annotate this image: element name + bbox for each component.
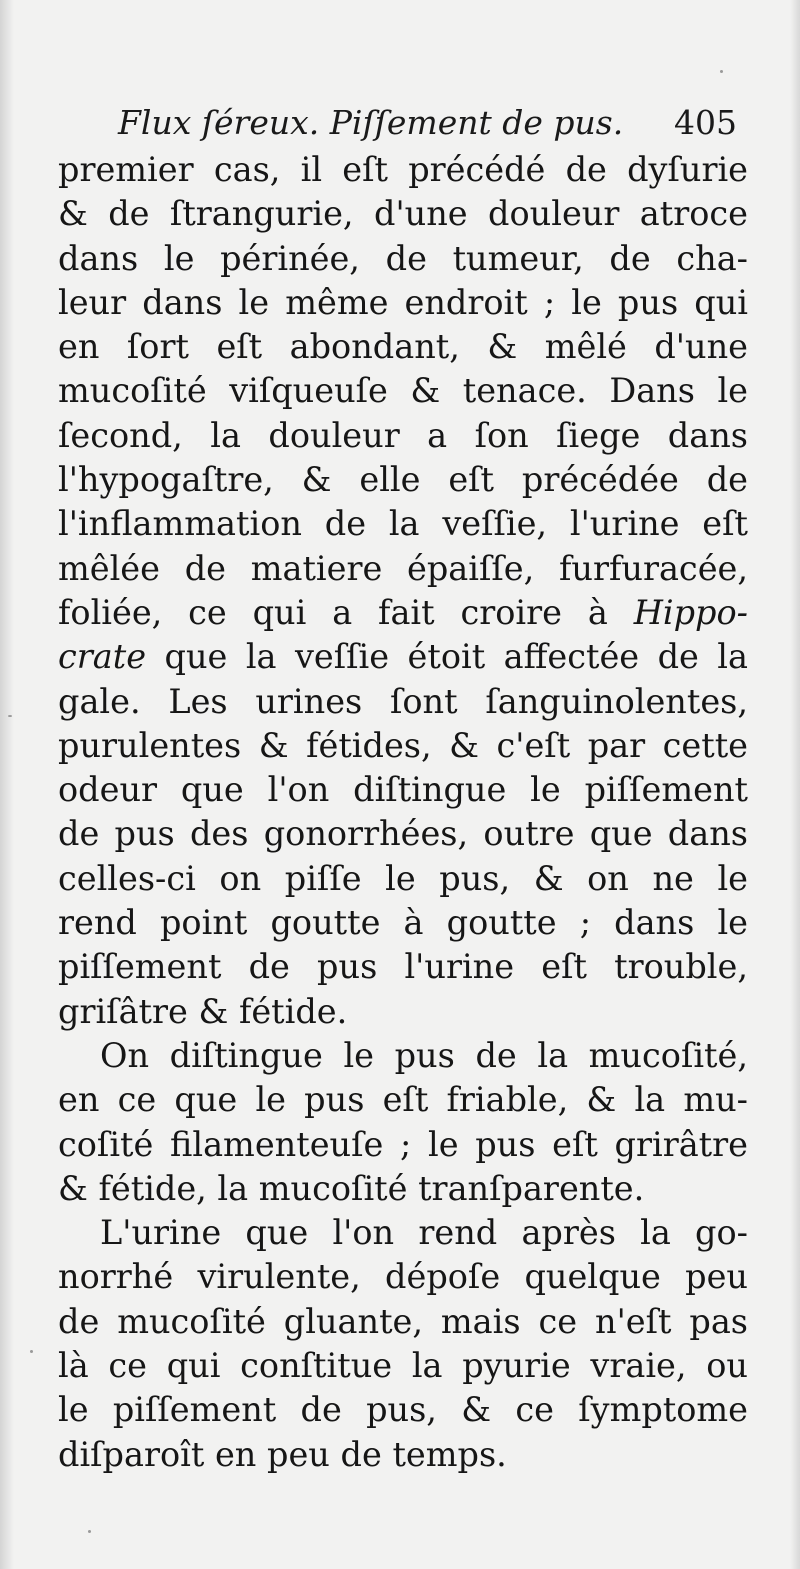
text-line: en ſort eſt abondant, & mêlé d'une (58, 327, 748, 367)
text-line: mucoſité viſqueuſe & tenace. Dans le (58, 371, 748, 411)
text-line: & fétide, la mucoſité tranſparente. (58, 1168, 645, 1208)
text-line: gale. Les urines ſont ſanguinolentes, (58, 681, 748, 721)
text-line: premier cas, il eſt précédé de dyſurie (58, 150, 748, 189)
text-line: L'urine que l'on rend après la go- (100, 1213, 748, 1253)
body-text (58, 148, 748, 1477)
text-segment: que la veſſie étoit affectée de la (146, 637, 748, 677)
text-segment: foliée, ce qui a fait croire à (58, 592, 634, 632)
paper-speck (8, 715, 12, 717)
paper-speck (30, 1350, 33, 1353)
paper-speck (88, 1530, 91, 1533)
text-line: le piſſement de pus, & ce ſymptome (58, 1390, 748, 1430)
italic-name: crate (58, 637, 147, 677)
text-line: en ce que le pus eſt friable, & la mu- (58, 1080, 748, 1120)
text-line: norrhé virulente, dépoſe quelque peu (58, 1257, 748, 1297)
text-line: purulentes & fétides, & c'eſt par cette (58, 725, 748, 765)
text-line: coſité filamenteuſe ; le pus eſt grirâtre (58, 1124, 748, 1164)
text-line: diſparoît en peu de temps. (58, 1434, 507, 1474)
text-line: leur dans le même endroit ; le pus qui (58, 282, 748, 322)
italic-name: Hippo- (633, 592, 748, 632)
paper-speck (720, 70, 723, 73)
text-line: l'hypogaſtre, & elle eſt précédée de (58, 460, 748, 500)
text-line: piſſement de pus l'urine eſt trouble, (58, 947, 748, 987)
page-edge-shadow-right (790, 0, 800, 1569)
text-line: là ce qui conſtitue la pyurie vraie, ou (58, 1346, 748, 1386)
text-line: l'inflammation de la veſſie, l'urine eſt (58, 504, 748, 544)
text-line: griſâtre & fétide. (58, 991, 348, 1031)
text-line: celles-ci on piſſe le pus, & on ne le (58, 858, 748, 898)
running-title: Flux ſéreux. Piſſement de pus. (118, 103, 624, 142)
text-line: de mucoſité gluante, mais ce n'eſt pas (58, 1301, 748, 1341)
text-line: mêlée de matiere épaiſſe, furfuracée, (58, 548, 748, 588)
text-line: odeur que l'on diſtingue le piſſement (58, 770, 748, 810)
page-edge-shadow-left (0, 0, 14, 1569)
running-head (118, 98, 678, 148)
text-line: rend point goutte à goutte ; dans le (58, 903, 748, 943)
text-line: ſecond, la douleur a ſon ſiege dans (58, 415, 748, 455)
text-line: & de ſtrangurie, d'une douleur atroce (58, 194, 748, 234)
page-number: 405 (674, 103, 737, 142)
text-line: de pus des gonorrhées, outre que dans (58, 814, 748, 854)
text-line (58, 591, 748, 635)
text-line: On diſtingue le pus de la mucoſité, (100, 1035, 748, 1075)
text-line (58, 635, 748, 679)
text-line: dans le périnée, de tumeur, de cha- (58, 238, 748, 278)
